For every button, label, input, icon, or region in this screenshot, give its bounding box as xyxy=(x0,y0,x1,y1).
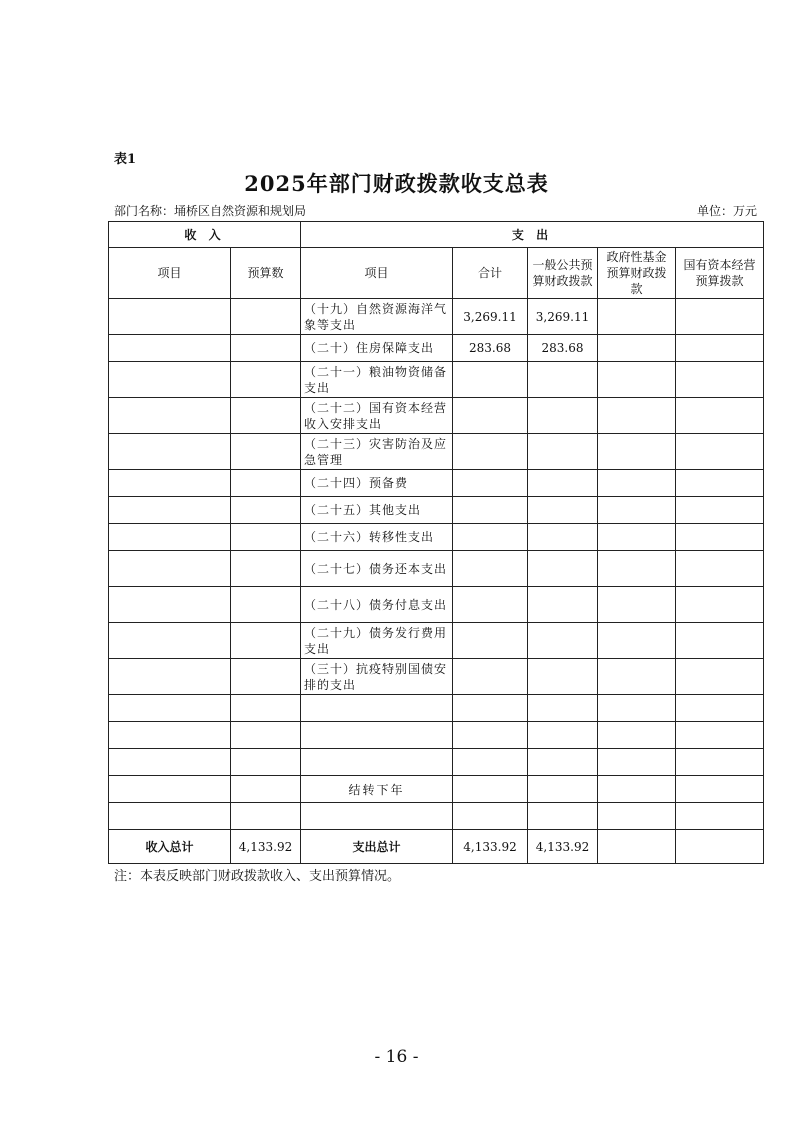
department-name: 部门名称：埇桥区自然资源和规划局 xyxy=(114,204,307,218)
table-row xyxy=(109,587,764,623)
row-item: （二十四）预备费 xyxy=(301,470,453,497)
budget-table xyxy=(108,221,764,864)
page-title: 2025年部门财政拨款收支总表 xyxy=(244,171,549,196)
empty-row xyxy=(109,695,764,722)
income-header: 收 入 xyxy=(109,222,301,248)
row-item: （二十三）灾害防治及应急管理 xyxy=(301,434,453,470)
table-row xyxy=(109,362,764,398)
table-note: 注：本表反映部门财政拨款收入、支出预算情况。 xyxy=(114,869,401,884)
table-row xyxy=(109,623,764,659)
table-row xyxy=(109,524,764,551)
expenditure-header: 支 出 xyxy=(301,222,764,248)
row-total: 283.68 xyxy=(453,335,528,362)
table-row xyxy=(109,551,764,587)
exp-total-value: 4,133.92 xyxy=(453,830,528,864)
row-item: （二十五）其他支出 xyxy=(301,497,453,524)
exp-total-header: 合计 xyxy=(453,248,528,299)
row-general: 283.68 xyxy=(528,335,598,362)
exp-general-total: 4,133.92 xyxy=(528,830,598,864)
row-item: （二十二）国有资本经营收入安排支出 xyxy=(301,398,453,434)
row-item: （二十六）转移性支出 xyxy=(301,524,453,551)
row-item: （十九）自然资源海洋气象等支出 xyxy=(301,299,453,335)
totals-row xyxy=(109,830,764,864)
carry-forward-row xyxy=(109,776,764,803)
row-item: （二十）住房保障支出 xyxy=(301,335,453,362)
empty-row xyxy=(109,803,764,830)
row-general: 3,269.11 xyxy=(528,299,598,335)
table-row xyxy=(109,299,764,335)
page-number: - 16 - xyxy=(374,1047,419,1067)
table-row xyxy=(109,470,764,497)
exp-total-label: 支出总计 xyxy=(301,830,453,864)
row-item: （二十一）粮油物资储备支出 xyxy=(301,362,453,398)
row-item: （三十）抗疫特别国债安排的支出 xyxy=(301,659,453,695)
income-total-value: 4,133.92 xyxy=(231,830,301,864)
row-item: （二十九）债务发行费用支出 xyxy=(301,623,453,659)
row-item: （二十八）债务付息支出 xyxy=(301,587,453,623)
unit-label: 单位：万元 xyxy=(696,204,757,218)
exp-general-header: 一般公共预算财政拨款 xyxy=(528,248,598,299)
carry-forward-label: 结转下年 xyxy=(301,776,453,803)
exp-fund-header: 政府性基金预算财政拨款 xyxy=(598,248,676,299)
row-total: 3,269.11 xyxy=(453,299,528,335)
empty-row xyxy=(109,749,764,776)
income-total-label: 收入总计 xyxy=(109,830,231,864)
table-row xyxy=(109,434,764,470)
income-item-header: 项目 xyxy=(109,248,231,299)
table-row xyxy=(109,659,764,695)
row-item: （二十七）债务还本支出 xyxy=(301,551,453,587)
table-label: 表1 xyxy=(114,152,137,167)
income-budget-header: 预算数 xyxy=(231,248,301,299)
empty-row xyxy=(109,722,764,749)
table-row xyxy=(109,497,764,524)
table-row xyxy=(109,398,764,434)
exp-item-header: 项目 xyxy=(301,248,453,299)
table-row xyxy=(109,335,764,362)
exp-state-header: 国有资本经营预算拨款 xyxy=(676,248,764,299)
